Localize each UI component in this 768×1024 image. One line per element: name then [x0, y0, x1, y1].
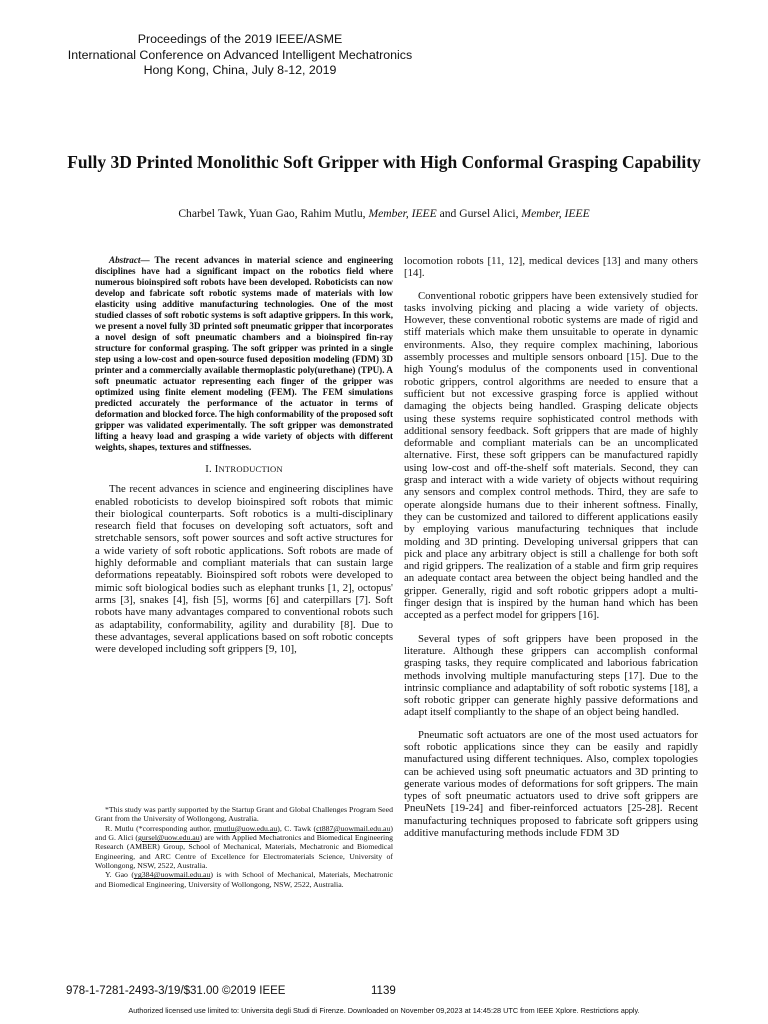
isbn-copyright: 978-1-7281-2493-3/19/$31.00 ©2019 IEEE	[66, 985, 286, 997]
footnote-text: Y. Gao (	[105, 870, 134, 880]
footnote-text: ) and G. Alici (	[95, 823, 393, 843]
proceedings-line-3: Hong Kong, China, July 8-12, 2019	[143, 63, 337, 77]
body-paragraph: Several types of soft grippers have been proposed in the literature. Although these grippers can accomplish conformal grasping tasks, they require complicated and laborious fabrication methods involving multiple manufacturing steps [17]. Due to the intrinsic compliance and adaptability of soft robotic systems [18], a soft robotic gripper can generate highly passive deformations and adapt itself compliantly to the shape of an object being handled.	[404, 632, 698, 719]
abstract-label: Abstract	[109, 255, 141, 265]
footnote-affiliation-2	[95, 870, 393, 889]
section-title-initial: I	[214, 463, 219, 475]
paper-title: Fully 3D Printed Monolithic Soft Gripper with High Conformal Grasping Capability	[67, 152, 701, 172]
footnote-text: ) are with Applied Mechatronics and Biomedical Engineering Research (AMBER) Group, School of Mechanical, Materials, Mechatronic and Biomedical Engineering, and ARC Centre of Excellence for Electromaterials Science, University of Wollongong, NSW, 2522, Australia.	[95, 833, 393, 871]
intro-paragraph: The recent advances in science and engineering disciplines have enabled roboticists to develop bioinspired soft robots that mimic their biological counterparts. Soft robotics is a multi-disciplinary research field that focuses on developing soft actuators, soft and stretchable sensors, soft power sources and soft active structures for a wide variety of soft robotic applications. Soft robots are made of highly deformable and compliant materials that can sustain large deformations repeatably. Bioinspired soft robots were developed to mimic soft biological bodies such as elephant trunks [1, 2], octopus' arms [3], snakes [4], fish [5], worms [6] and caterpillars [7]. Soft robots have many advantages compared to conventional robots such as adaptability, conformability, agility and durability [8]. Due to these advantages, several applications based on soft robotic concepts were developed including soft grippers [9, 10],	[95, 483, 393, 656]
page-number: 1139	[371, 985, 396, 997]
author-list	[40, 207, 728, 220]
body-paragraph: locomotion robots [11, 12], medical devices [13] and many others [14].	[404, 255, 698, 280]
email-link[interactable]: ct887@uowmail.edu.au	[316, 823, 391, 833]
authors-part-2: and Gursel Alici,	[436, 207, 522, 220]
email-link[interactable]: rmutlu@uow.edu.au	[213, 823, 278, 833]
email-link[interactable]: yg384@uowmail.edu.au	[133, 870, 211, 880]
section-heading-introduction	[95, 463, 393, 475]
authors-part-1: Charbel Tawk, Yuan Gao, Rahim Mutlu,	[178, 207, 369, 220]
author-membership-1: Member, IEEE	[368, 207, 437, 220]
right-column	[404, 255, 698, 839]
license-notice: Authorized licensed use limited to: Universita degli Studi di Firenze. Downloaded on November 09,2023 at 14:45:28 UTC from IEEE Xplore. Restrictions apply.	[128, 1006, 640, 1015]
body-paragraph: Pneumatic soft actuators are one of the most used actuators for soft robotic applications since they can be easily and rapidly manufactured using different techniques. Also, complex topologies can be achieved using soft pneumatic actuators and 3D printing to generate various modes of deformations for soft grippers. The main types of soft pneumatic actuators used to drive soft grippers are PneuNets [19-24] and fiber-reinforced actuators [25-28]. Recent manufacturing techniques proposed to fabricate soft grippers using additive manufacturing methods include FDM 3D	[404, 728, 698, 840]
section-number: I.	[205, 463, 212, 475]
footnote-text: R. Mutlu (*corresponding author,	[105, 823, 214, 833]
proceedings-line-1: Proceedings of the 2019 IEEE/ASME	[137, 32, 343, 46]
body-paragraph: Conventional robotic grippers have been extensively studied for tasks involving picking and placing a wide variety of objects. However, these conventional robotic systems are made of rigid and stiff materials which make them unsuitable to operate in dynamic environments. Also, they require complex machining, laborious assembly processes and multiple sensors onboard [15]. Due to the high Young's modulus of the components used in conventional robotic grippers, control algorithms are needed to ensure that a sufficient but not excessive grasping force is applied without damaging the objects being handled. Grasping delicate objects using these systems require sophisticated control methods with additional sensory feedback. Soft grippers that are made of highly deformable and compliant materials can be an uncomplicated alternative. First, these soft grippers can be manufactured rapidly using low-cost and off-the-shelf soft materials. Second, they can grasp and interact with a wide variety of objects without requiring any sensors and complex control methods. Third, they are safe to operate alongside humans due to their inherent softness. Finally, they can be customized and tailored to different applications easily by employing various manufacturing techniques that include molding and 3D printing. Developing universal grippers that can pick and place any arbitrary object is still a challenge for both soft and rigid grippers. The realization of a stable and firm grip requires an adequate contact area between the object being handled and the gripper. Generally, rigid and soft robotic grippers adopt a multi-finger design that is inspired by the human hand which has been accepted as a perfect model for grippers [16].	[404, 289, 698, 622]
footnote-text: ), C. Tawk (	[277, 823, 317, 833]
proceedings-header	[0, 32, 480, 79]
footnote-funding: *This study was partly supported by the Startup Grant and Global Challenges Program Seed Grant from the University of Wollongong, Australia.	[95, 805, 393, 824]
abstract-text: — The recent advances in material science and engineering disciplines have had a significant impact on the robotics field where numerous bioinspired soft robots have been developed. Roboticists can now develop and fabricate soft robotic systems made of materials with low elasticity using additive manufacturing technologies. One of the most studied classes of soft robotic systems is soft adaptive grippers. In this work, we present a novel fully 3D printed soft pneumatic gripper that incorporates a novel design of soft pneumatic chambers and a bioinspired fin-ray structure for conformal grasping. The soft gripper was printed in a single step using a low-cost and open-source fused deposition modeling (FDM) 3D printer and a commercially available thermoplastic poly(urethane) (TPU). A soft pneumatic actuator representing each finger of the gripper was optimized using finite element modeling (FEM). The FEM simulations predicted accurately the performance of the actuator in terms of deformation and blocked force. The high conformability of the proposed soft gripper was validated experimentally. The soft gripper was demonstrated lifting a heavy load and grasping a wide variety of objects with different weights, shapes, textures and stiffnesses.	[95, 255, 393, 452]
footnote-affiliation-1	[95, 824, 393, 871]
author-membership-2: Member, IEEE	[521, 207, 590, 220]
footnotes	[95, 805, 393, 889]
section-title-rest: NTRODUCTION	[218, 464, 283, 474]
abstract	[95, 255, 393, 453]
email-link[interactable]: gursel@uow.edu.au	[138, 833, 200, 843]
left-column	[95, 255, 393, 655]
footnote-text: ) is with School of Mechanical, Materials, Mechatronic and Biomedical Engineering, University of Wollongong, NSW, 2522, Australia.	[95, 870, 393, 889]
proceedings-line-2: International Conference on Advanced Intelligent Mechatronics	[67, 47, 413, 62]
